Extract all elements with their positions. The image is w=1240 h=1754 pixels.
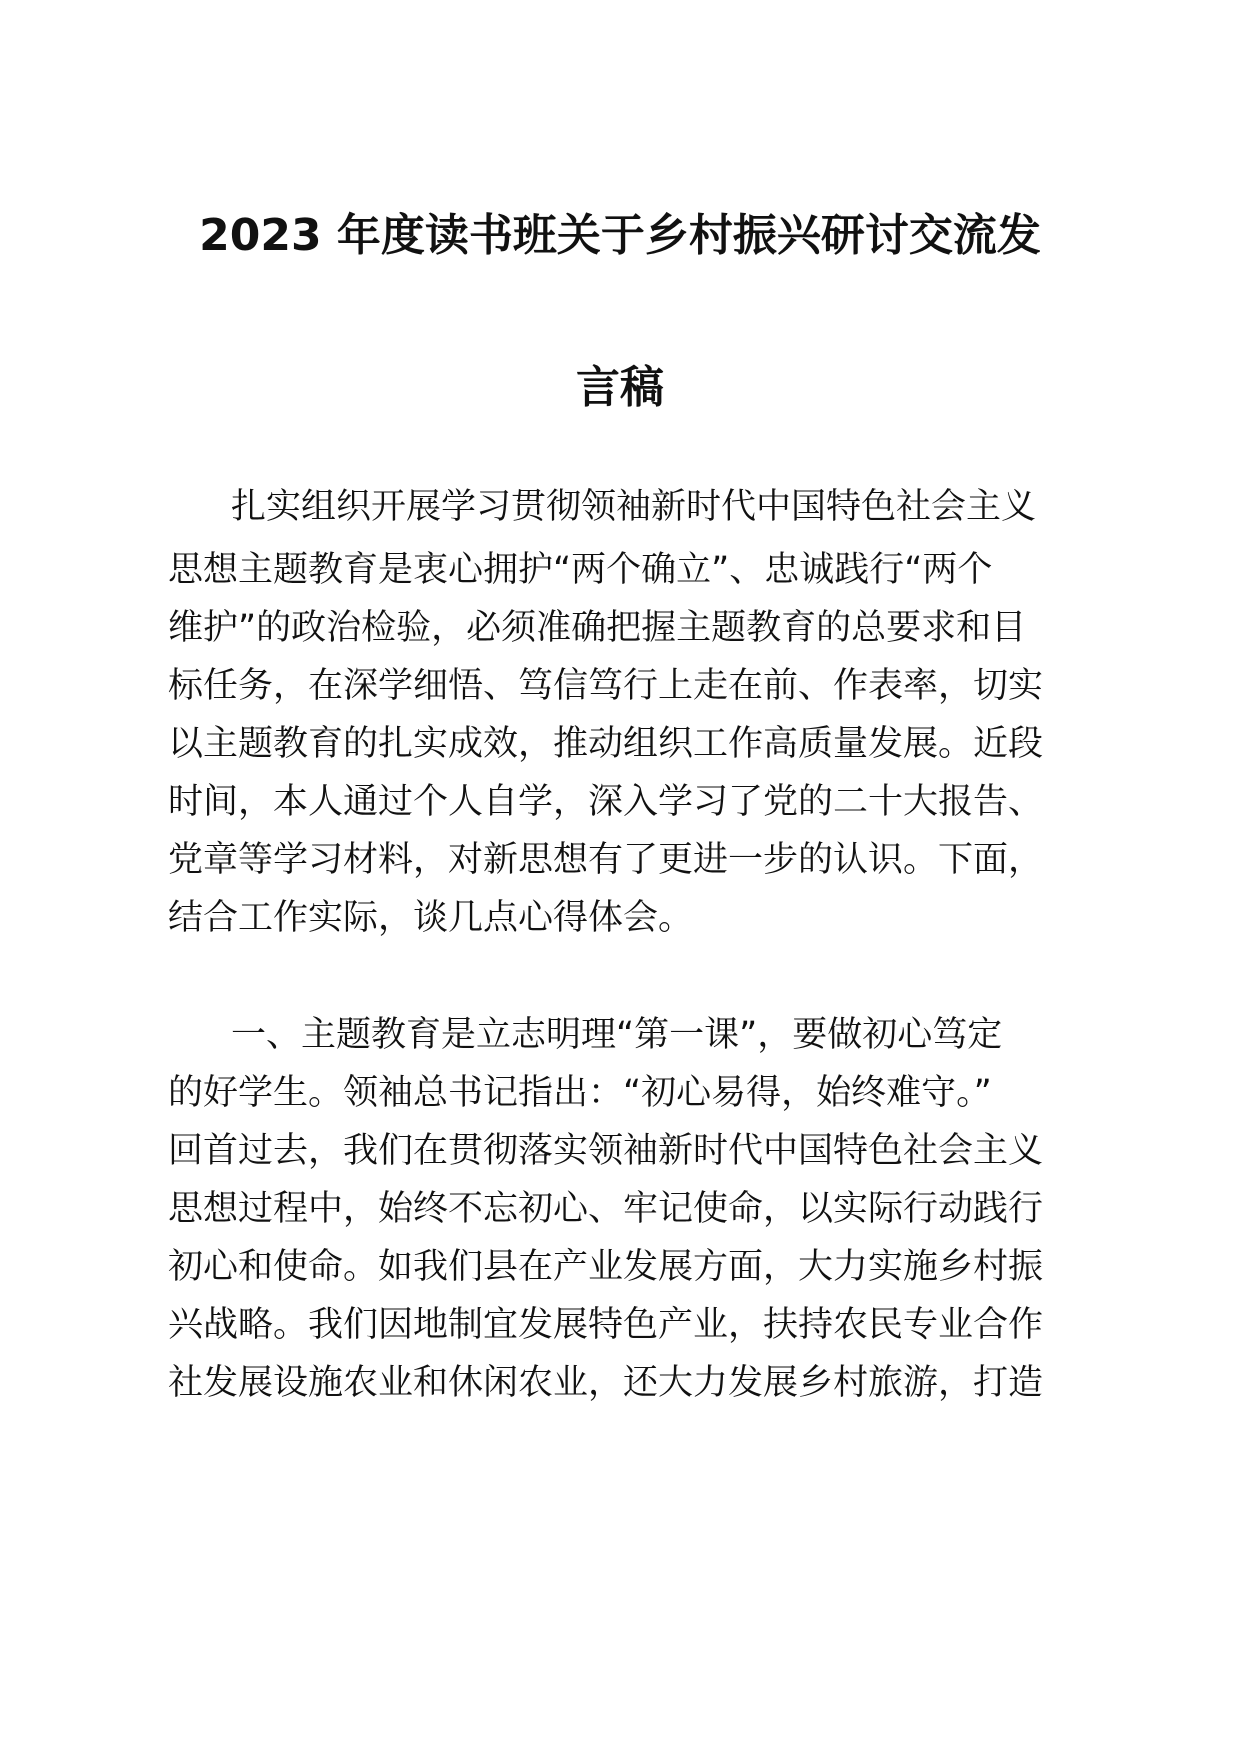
paragraph-line-text: 社发展设施农业和休闲农业，还大力发展乡村旅游，打造 — [168, 1363, 1044, 1403]
paragraph-line-text: 思想主题教育是衷心拥护“两个确立”、忠诚践行“两个 — [168, 550, 993, 590]
paragraph-line-text: 党章等学习材料，对新思想有了更进一步的认识。下面， — [168, 840, 1044, 880]
paragraph-line-text: 的好学生。领袖总书记指出：“初心易得，始终难守。” — [168, 1073, 992, 1113]
paragraph-line-text: 扎实组织开展学习贯彻领袖新时代中国特色社会主义 — [231, 487, 1037, 527]
document-title-line-2: 言稿 — [576, 362, 664, 413]
paragraph-line-text: 以主题教育的扎实成效，推动组织工作高质量发展。近段 — [168, 724, 1044, 764]
paragraph-line-text: 初心和使命。如我们县在产业发展方面，大力实施乡村振 — [168, 1247, 1044, 1287]
paragraph-line-text: 回首过去，我们在贯彻落实领袖新时代中国特色社会主义 — [168, 1131, 1044, 1171]
paragraph-line-text: 维护”的政治检验，必须准确把握主题教育的总要求和目 — [168, 608, 1027, 648]
paragraph-line-text: 思想过程中，始终不忘初心、牢记使命，以实际行动践行 — [168, 1189, 1044, 1229]
paragraph-line-text: 时间，本人通过个人自学，深入学习了党的二十大报告、 — [168, 782, 1044, 822]
paragraph-line-text: 标任务，在深学细悟、笃信笃行上走在前、作表率，切实 — [168, 666, 1044, 706]
paragraph-line-text: 结合工作实际，谈几点心得体会。 — [168, 898, 694, 938]
paragraph-line-text: 兴战略。我们因地制宜发展特色产业，扶持农民专业合作 — [168, 1305, 1044, 1345]
paragraph-line-text: 一、主题教育是立志明理“第一课”，要做初心笃定 — [231, 1015, 1003, 1055]
document-title-line-1: 2023 年度读书班关于乡村振兴研讨交流发 — [199, 210, 1041, 261]
